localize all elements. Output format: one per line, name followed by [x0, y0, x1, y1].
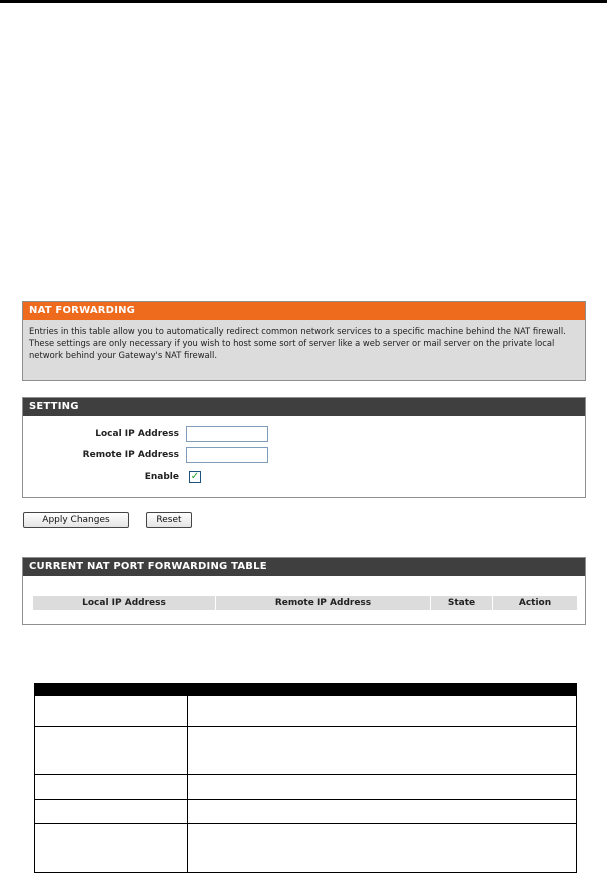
document-header-cell [35, 684, 188, 696]
document-cell [35, 775, 188, 800]
column-header-state: State [431, 596, 493, 611]
document-cell [188, 775, 577, 800]
local-ip-row [23, 426, 585, 444]
remote-ip-input[interactable] [186, 447, 268, 463]
current-nat-table-panel [22, 557, 586, 625]
document-cell [35, 696, 188, 727]
document-table-row [35, 824, 577, 873]
current-nat-table-title: CURRENT NAT PORT FORWARDING TABLE [23, 558, 585, 576]
nat-forwarding-title: NAT FORWARDING [23, 302, 585, 320]
document-header-cell [188, 684, 577, 696]
document-cell [35, 727, 188, 775]
page-top-rule [0, 0, 607, 3]
document-cell [188, 727, 577, 775]
nat-forwarding-table [32, 595, 578, 611]
enable-label: Enable [144, 472, 179, 482]
document-table [34, 683, 577, 873]
setting-title: SETTING [23, 398, 585, 416]
document-cell [188, 696, 577, 727]
column-header-remote-ip: Remote IP Address [216, 596, 431, 611]
enable-row [23, 469, 585, 487]
local-ip-input[interactable] [186, 426, 268, 442]
document-cell [188, 824, 577, 873]
document-table-row [35, 727, 577, 775]
table-header-row [33, 596, 578, 611]
router-screenshot [22, 301, 586, 626]
apply-changes-button[interactable]: Apply Changes [23, 512, 129, 528]
document-table-row [35, 800, 577, 824]
remote-ip-row [23, 447, 585, 465]
column-header-local-ip: Local IP Address [33, 596, 216, 611]
enable-checkbox[interactable] [189, 471, 201, 483]
document-table-row [35, 696, 577, 727]
document-table-row [35, 775, 577, 800]
document-cell [35, 824, 188, 873]
nat-forwarding-description: Entries in this table allow you to automatically redirect common network services to a specific machine behind the NAT firewall. These settings are only necessary if you wish to host some sort of server like a web server or mail server on the private local network behind your Gateway's NAT firewall. [29, 326, 566, 360]
remote-ip-label: Remote IP Address [82, 450, 179, 460]
column-header-action: Action [493, 596, 578, 611]
checkmark-icon: ✓ [190, 471, 200, 482]
document-cell [188, 800, 577, 824]
document-table-header [35, 684, 577, 696]
document-cell [35, 800, 188, 824]
local-ip-label: Local IP Address [95, 429, 179, 439]
setting-panel [22, 397, 586, 498]
reset-button[interactable]: Reset [146, 512, 192, 528]
nat-forwarding-panel [22, 301, 586, 381]
